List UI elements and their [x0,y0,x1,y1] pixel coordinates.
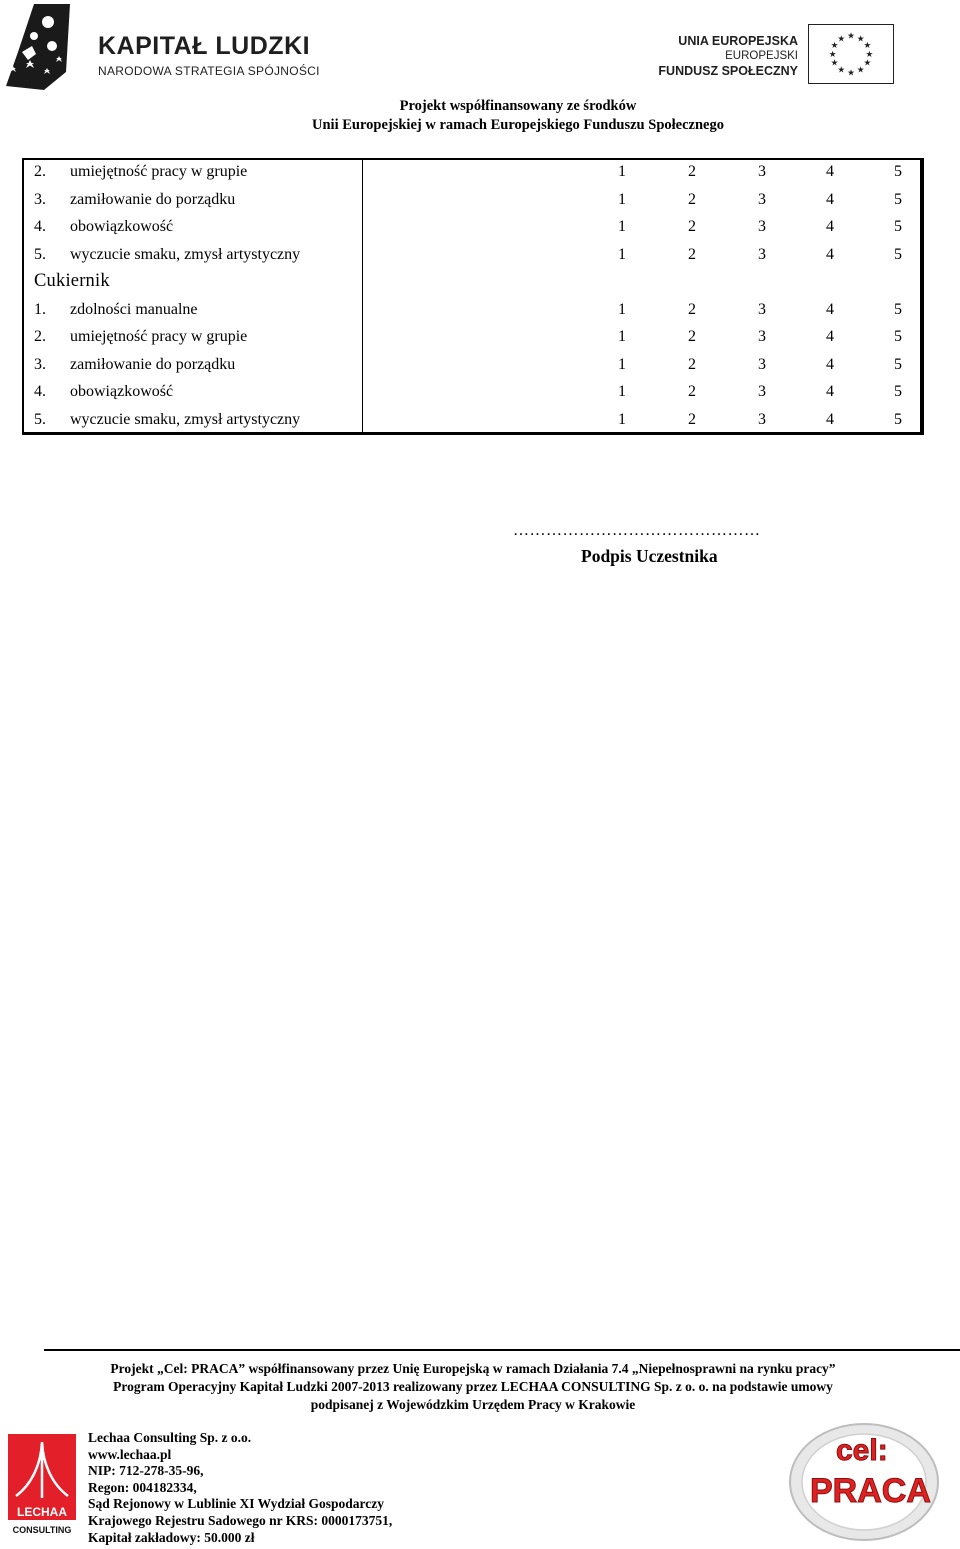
criterion-label [34,411,300,429]
rating-option-2[interactable]: 2 [688,245,696,263]
rating-option-3[interactable]: 3 [758,218,766,235]
criterion-number: 4. [34,218,46,235]
eu-line1: UNIA EUROPEJSKA [678,34,798,48]
rating-option-5[interactable]: 5 [894,355,902,373]
eu-flag-icon [808,24,894,84]
criterion-number: 2. [34,163,46,180]
rating-option-5[interactable]: 5 [894,410,902,428]
table-row [24,298,920,326]
rating-option-4[interactable]: 4 [826,218,834,235]
criterion-number: 4. [34,383,46,400]
criterion-number: 1. [34,300,46,318]
table-row [24,380,920,408]
svg-text:★: ★ [837,34,846,45]
criterion-text: zdolności manualne [70,300,198,318]
footer-project-line3: podpisanej z Wojewódzkim Urzędem Pracy w Krakowie [310,1397,636,1412]
rating-option-5[interactable]: 5 [894,383,902,400]
rating-option-1[interactable]: 1 [618,245,626,263]
company-detail-line: NIP: 712-278-35-96, [88,1463,204,1479]
rating-option-1[interactable]: 1 [618,300,626,318]
footer-project-line1: Projekt „Cel: PRACA” współfinansowany przez Unię Europejską w ramach Działania 7.4 „Niepełnosprawni na rynku pracy” [110,1361,836,1376]
rating-option-1[interactable]: 1 [618,190,626,208]
rating-option-2[interactable]: 2 [688,410,696,428]
svg-text:★: ★ [863,58,872,69]
rating-option-5[interactable]: 5 [894,163,902,180]
svg-text:★: ★ [856,65,865,76]
eu-line2: EUROPEJSKI [725,50,798,62]
rating-option-1[interactable]: 1 [618,328,626,345]
cel-praca-logo [786,1418,942,1544]
rating-option-3[interactable]: 3 [758,300,766,318]
table-row [24,325,920,353]
kapital-ludzki-logo [4,2,324,94]
criterion-number: 3. [34,355,46,373]
rating-option-1[interactable]: 1 [618,355,626,373]
table-row [24,408,920,436]
rating-option-5[interactable]: 5 [894,218,902,235]
rating-option-3[interactable]: 3 [758,328,766,345]
rating-option-2[interactable]: 2 [688,190,696,208]
table-row [24,243,920,271]
criterion-number: 3. [34,190,46,208]
svg-text:★: ★ [830,41,839,52]
rating-option-3[interactable]: 3 [758,383,766,400]
kapital-ludzki-emblem-icon [4,2,90,94]
eu-logo [658,24,894,86]
criterion-label [34,301,198,319]
company-detail-line: Lechaa Consulting Sp. z o.o. [88,1430,252,1445]
criterion-text: obowiązkowość [70,218,174,235]
kl-logo-subtitle: NARODOWA STRATEGIA SPÓJNOŚCI [98,64,320,78]
section-header-row [24,270,920,298]
rating-option-1[interactable]: 1 [618,163,626,180]
svg-text:★: ★ [847,68,855,79]
rating-option-4[interactable]: 4 [826,355,834,373]
rating-option-4[interactable]: 4 [826,410,834,428]
company-detail-line: Regon: 004182334, [88,1479,197,1495]
footer-project-info [0,1360,960,1414]
cofund-line2: Unii Europejskiej w ramach Europejskiego Funduszu Społecznego [312,117,724,133]
section-title: Cukiernik [34,271,110,291]
company-detail-line: Sąd Rejonowy w Lublinie XI Wydział Gospodarczy [88,1496,385,1512]
criterion-number: 5. [34,410,46,428]
signature-line: ……………………………………… [513,522,761,539]
criterion-label [34,246,300,264]
rating-option-4[interactable]: 4 [826,245,834,263]
signature-label: Podpis Uczestnika [581,546,718,566]
criterion-text: umiejętność pracy w grupie [70,163,248,180]
rating-option-3[interactable]: 3 [758,355,766,373]
cofunding-notice [0,97,960,135]
criterion-text: obowiązkowość [70,383,174,400]
rating-option-3[interactable]: 3 [758,163,766,180]
criterion-text: wyczucie smaku, zmysł artystyczny [70,410,301,428]
svg-text:★: ★ [830,58,839,69]
lechaa-consulting-logo [8,1434,76,1538]
rating-option-5[interactable]: 5 [894,190,902,208]
rating-option-4[interactable]: 4 [826,383,834,400]
cofund-line1: Projekt współfinansowany ze środków [399,98,637,114]
svg-text:★: ★ [828,49,837,60]
rating-option-3[interactable]: 3 [758,245,766,263]
table-row [24,160,920,188]
company-detail-line: Krajowego Rejestru Sadowego nr KRS: 0000173751, [88,1512,393,1528]
eu-logo-text [658,34,798,79]
criterion-label [34,356,235,374]
rating-option-2[interactable]: 2 [688,383,696,400]
praca-logo-cel: cel: [836,1434,888,1467]
rating-option-2[interactable]: 2 [688,163,696,180]
criterion-number: 5. [34,245,46,263]
rating-option-5[interactable]: 5 [894,245,902,263]
table-row [24,188,920,216]
rating-option-1[interactable]: 1 [618,218,626,235]
criterion-label [34,218,173,236]
table-row [24,353,920,381]
rating-option-2[interactable]: 2 [688,300,696,318]
rating-option-4[interactable]: 4 [826,163,834,180]
svg-text:★: ★ [863,41,872,52]
praca-logo-praca: PRACA [810,1472,931,1510]
criterion-label [34,328,247,346]
criterion-number: 2. [34,328,46,345]
company-detail-line[interactable]: www.lechaa.pl [88,1446,172,1462]
footer-project-line2: Program Operacyjny Kapitał Ludzki 2007-2013 realizowany przez LECHAA CONSULTING Sp. z o. o. na podstawie umowy [113,1379,833,1394]
criterion-text: zamiłowanie do porządku [70,190,236,208]
criterion-label [34,383,173,401]
rating-option-1[interactable]: 1 [618,383,626,400]
rating-option-4[interactable]: 4 [826,328,834,345]
lechaa-logo-subtext: CONSULTING [12,1525,72,1535]
criterion-label [34,191,235,209]
svg-text:★: ★ [856,34,865,45]
rating-option-5[interactable]: 5 [894,300,902,318]
svg-text:★: ★ [865,49,874,60]
rating-option-3[interactable]: 3 [758,410,766,428]
rating-option-2[interactable]: 2 [688,328,696,345]
rating-option-1[interactable]: 1 [618,410,626,428]
rating-option-2[interactable]: 2 [688,218,696,235]
rating-option-4[interactable]: 4 [826,190,834,208]
criterion-label [34,163,247,181]
footer-divider [44,1349,960,1351]
rating-option-4[interactable]: 4 [826,300,834,318]
skills-rating-table [22,158,924,435]
company-detail-line: Kapitał zakładowy: 50.000 zł [88,1529,255,1545]
svg-text:★: ★ [837,65,846,76]
rating-option-5[interactable]: 5 [894,328,902,345]
table-row [24,215,920,243]
criterion-text: umiejętność pracy w grupie [70,328,248,345]
eu-line3: FUNDUSZ SPOŁECZNY [658,64,798,78]
lechaa-logo-text: LECHAA [17,1505,67,1519]
company-details [88,1430,392,1546]
criterion-text: zamiłowanie do porządku [70,355,236,373]
rating-option-2[interactable]: 2 [688,355,696,373]
svg-text:★: ★ [847,31,855,42]
criterion-text: wyczucie smaku, zmysł artystyczny [70,245,301,263]
rating-option-3[interactable]: 3 [758,190,766,208]
kl-logo-title: KAPITAŁ LUDZKI [98,32,311,60]
